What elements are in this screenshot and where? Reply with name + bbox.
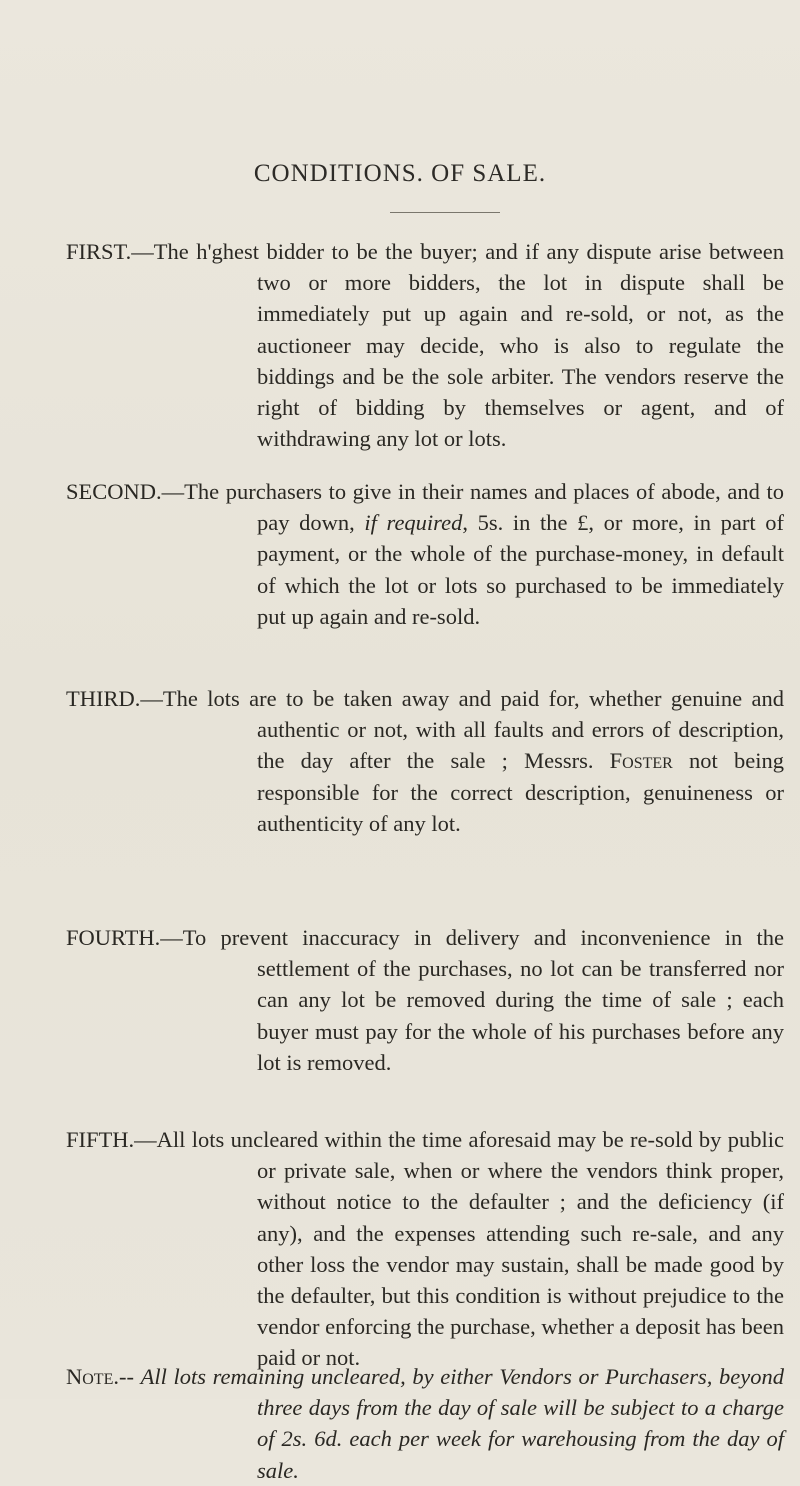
document-title: CONDITIONS. OF SALE. bbox=[253, 160, 547, 187]
condition-fifth bbox=[0, 1124, 800, 1374]
condition-text: All lots uncleared within the time aforesaid may be re-sold by public or private sale, when or where the vendors think proper, without notice to the defaulter ; and the deficiency (if any), and the expenses attending such re-sale, and any other loss the vendor may sustain, shall be made good by the defaulter, but this condition is without prejudice to the vendor enforcing the purchase, whether a deposit has been paid or not. bbox=[156, 1127, 784, 1371]
condition-label: SECOND.— bbox=[66, 479, 185, 504]
condition-fourth-paragraph bbox=[0, 922, 800, 1078]
condition-text-italic: if required bbox=[364, 510, 463, 536]
condition-text: The h'ghest bidder to be the buyer; and if any dispute arise between two or more bidders, the lot in dispute shall be immediately put up again and re-sold, or not, as the auctioneer may decide, who is also to regulate the biddings and be the sole arbiter. The vendors reserve the right of bidding by themselves or agent, and of withdrawing any lot or lots. bbox=[153, 239, 784, 452]
condition-fourth bbox=[0, 922, 800, 1078]
condition-text: , 5s. in the £, or more, in part of payment, or the whole of the purchase-money, in default of which the lot or lots so purchased to be immediately put up again and re-sold. bbox=[257, 510, 784, 629]
note-text: All lots remaining uncleared, by either Vendors or Purchasers, beyond three days from the day of sale will be subject to a charge of 2s. 6d. each per week for warehousing from the day of sale. bbox=[140, 1364, 784, 1483]
condition-label: FIFTH.— bbox=[66, 1127, 157, 1152]
title-rule bbox=[390, 212, 500, 213]
condition-third bbox=[0, 683, 800, 839]
condition-note bbox=[0, 1361, 800, 1486]
note-paragraph bbox=[0, 1361, 800, 1486]
condition-text: The purchasers to give in their names and places of abode, and to pay down, bbox=[184, 479, 784, 536]
condition-text-smallcaps: Foster bbox=[609, 748, 673, 774]
condition-second-paragraph bbox=[0, 476, 800, 632]
condition-text: The lots are to be taken away and paid for, whether genuine and authentic or not, with all faults and errors of description, the day after the sale ; Messrs. bbox=[162, 686, 784, 774]
condition-first-paragraph bbox=[0, 236, 800, 454]
condition-text: not being responsible for the correct description, genuineness or authenticity of any lot. bbox=[257, 748, 784, 836]
condition-third-paragraph bbox=[0, 683, 800, 839]
condition-label: THIRD.— bbox=[66, 686, 163, 711]
condition-label: FOURTH.— bbox=[66, 925, 183, 950]
condition-fifth-paragraph bbox=[0, 1124, 800, 1374]
condition-label: FIRST.— bbox=[66, 239, 154, 264]
condition-first bbox=[0, 236, 800, 454]
condition-text: To prevent inaccuracy in delivery and inconvenience in the settlement of the purchases, no lot can be transferred nor can any lot be removed during the time of sale ; each buyer must pay for the whole of his purchases before any lot is removed. bbox=[182, 925, 784, 1075]
note-label: Note.-- bbox=[66, 1364, 141, 1389]
condition-second bbox=[0, 476, 800, 632]
